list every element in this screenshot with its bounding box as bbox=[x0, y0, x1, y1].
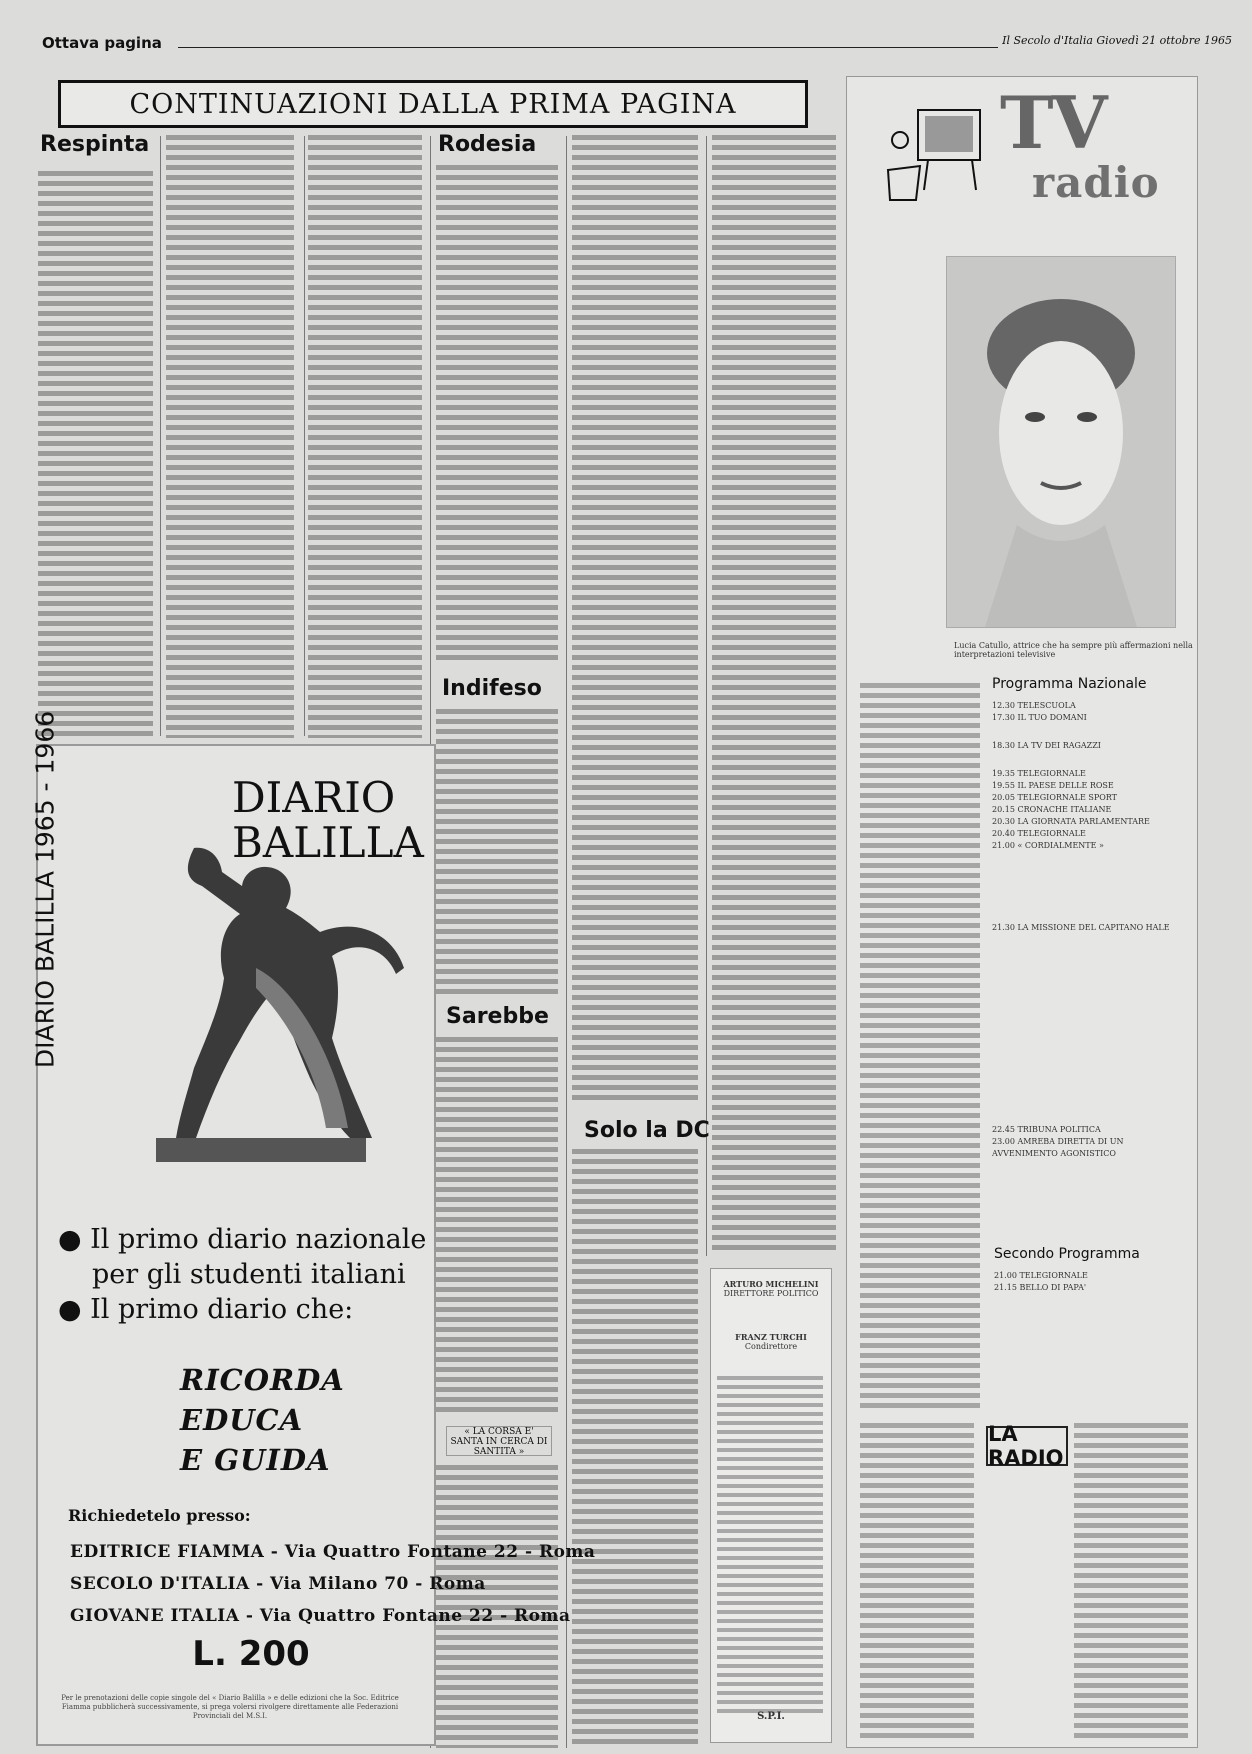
schedule-item: 20.30 LA GIORNATA PARLAMENTARE bbox=[992, 817, 1150, 826]
article-body bbox=[436, 162, 562, 662]
schedule-item: 21.30 LA MISSIONE DEL CAPITANO HALE bbox=[992, 923, 1170, 932]
schedule-item: 21.15 BELLO DI PAPA' bbox=[994, 1283, 1087, 1292]
inset-body bbox=[711, 1373, 831, 1713]
column-rule bbox=[160, 136, 161, 736]
inset-director: ARTURO MICHELINI bbox=[723, 1279, 819, 1289]
section-banner: CONTINUAZIONI DALLA PRIMA PAGINA bbox=[58, 80, 808, 128]
inset-director-role: DIRETTORE POLITICO bbox=[723, 1289, 819, 1298]
article-body bbox=[436, 706, 562, 996]
schedule-secondo bbox=[994, 1270, 1190, 1294]
column-rule bbox=[566, 136, 567, 1748]
schedule-item: 12.30 TELESCUOLA bbox=[992, 701, 1076, 710]
schedule-nazionale bbox=[992, 700, 1190, 1160]
small-news-box: « LA CORSA E' SANTA IN CERCA DI SANTITA » bbox=[446, 1426, 552, 1456]
schedule-item: 18.30 LA TV DEI RAGAZZI bbox=[992, 741, 1101, 750]
ad-address-1: EDITRICE FIAMMA - Via Quattro Fontane 22 - Roma bbox=[70, 1542, 596, 1562]
ad-motto-3: E GUIDA bbox=[180, 1443, 331, 1477]
tv-title: TV bbox=[1000, 80, 1106, 165]
schedule-item: 17.30 IL TUO DOMANI bbox=[992, 713, 1087, 722]
ad-bullets bbox=[58, 1222, 426, 1327]
article-body bbox=[436, 1034, 562, 1414]
ad-price: L. 200 bbox=[192, 1634, 310, 1674]
schedule-item: 19.55 IL PAESE DELLE ROSE bbox=[992, 781, 1114, 790]
inset-footer: S.P.I. bbox=[757, 1711, 785, 1722]
tv-viewer-illustration bbox=[880, 100, 990, 210]
headline-indifeso: Indifeso bbox=[442, 676, 542, 701]
header-rule bbox=[178, 47, 998, 48]
radio-article-body bbox=[860, 1420, 978, 1740]
schedule-item: 21.00 « CORDIALMENTE » bbox=[992, 841, 1104, 850]
column-rule bbox=[304, 136, 305, 736]
article-body bbox=[572, 132, 702, 1102]
ad-motto bbox=[180, 1360, 345, 1480]
schedule-item: 22.45 TRIBUNA POLITICA bbox=[992, 1125, 1101, 1134]
radio-schedule-body bbox=[1074, 1420, 1192, 1740]
ad-bullet-1: ● Il primo diario nazionale bbox=[58, 1224, 427, 1255]
issue-date: Il Secolo d'Italia Giovedì 21 ottobre 1965 bbox=[1002, 34, 1232, 47]
ad-request-label: Richiedetelo presso: bbox=[68, 1506, 251, 1525]
article-body bbox=[308, 132, 426, 738]
program-nazionale-title: Programma Nazionale bbox=[992, 676, 1147, 692]
ad-vertical-title: DIARIO BALILLA 1965 - 1966 bbox=[30, 710, 60, 1069]
la-radio-label: LA RADIO bbox=[986, 1426, 1068, 1466]
ad-bullet-2: ● Il primo diario che: bbox=[58, 1294, 354, 1325]
article-body bbox=[572, 1146, 702, 1746]
headline-respinta: Respinta bbox=[40, 132, 150, 157]
schedule-item: 21.00 TELEGIORNALE bbox=[994, 1271, 1088, 1280]
schedule-item: 20.15 CRONACHE ITALIANE bbox=[992, 805, 1112, 814]
ad-title-line1: DIARIO bbox=[232, 773, 396, 822]
masthead-inset bbox=[710, 1268, 832, 1743]
ad-address-2: SECOLO D'ITALIA - Via Milano 70 - Roma bbox=[70, 1574, 486, 1594]
schedule-item: 20.05 TELEGIORNALE SPORT bbox=[992, 793, 1118, 802]
ad-addresses bbox=[70, 1536, 595, 1632]
actress-portrait bbox=[946, 256, 1176, 628]
schedule-item: 23.00 AMREBA DIRETTA DI UN AVVENIMENTO AGONISTICO bbox=[992, 1137, 1124, 1158]
inset-codirector-role: Condirettore bbox=[744, 1342, 798, 1351]
column-rule bbox=[706, 136, 707, 1256]
tv-article-body bbox=[860, 680, 984, 1410]
ad-bullet-1b: per gli studenti italiani bbox=[92, 1259, 406, 1290]
ad-motto-1: RICORDA bbox=[180, 1363, 345, 1397]
schedule-item: 20.40 TELEGIORNALE bbox=[992, 829, 1086, 838]
program-secondo-title: Secondo Programma bbox=[994, 1246, 1140, 1262]
article-body bbox=[712, 132, 840, 1252]
headline-rodesia: Rodesia bbox=[438, 132, 537, 157]
section-label: Ottava pagina bbox=[42, 34, 162, 52]
ad-title-line2: BALILLA bbox=[232, 818, 424, 867]
ad-address-3: GIOVANE ITALIA - Via Quattro Fontane 22 - Roma bbox=[70, 1606, 571, 1626]
article-body bbox=[166, 132, 298, 738]
headline-sarebbe: Sarebbe bbox=[446, 1004, 549, 1029]
schedule-item: 19.35 TELEGIORNALE bbox=[992, 769, 1086, 778]
radio-title: radio bbox=[1032, 158, 1160, 207]
portrait-caption: Lucia Catullo, attrice che ha sempre più affermazioni nella interpretazioni televisive bbox=[954, 641, 1193, 659]
ad-footnote: Per le prenotazioni delle copie singole del « Diario Balilla » e delle edizioni che la Soc. Editrice Fiamma pubblicherà successivamente, si prega volersi rivolgere direttamente alle Federazioni Provinciali del M.S.I. bbox=[61, 1694, 399, 1720]
statue-illustration bbox=[136, 828, 406, 1168]
ad-motto-2: EDUCA bbox=[180, 1403, 304, 1437]
headline-solo-dc: Solo la DC bbox=[584, 1118, 710, 1143]
inset-codirector: FRANZ TURCHI bbox=[735, 1332, 807, 1342]
